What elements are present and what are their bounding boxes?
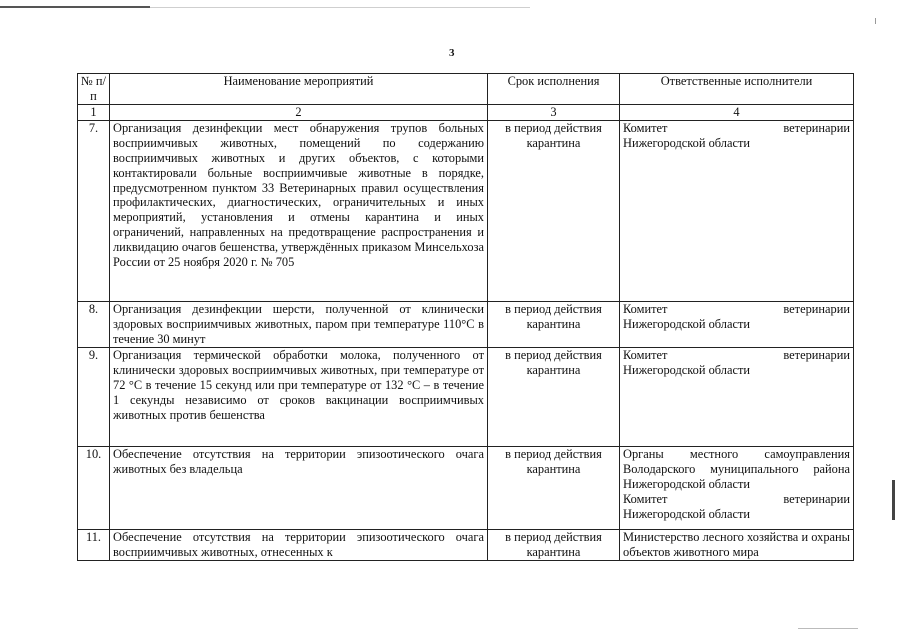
scan-edge-top [0,6,150,8]
row-number: 11. [78,529,110,560]
measure-text: Организация термической обработки молока, полученного от клинически здоровых восприимчивых животных, при температуре от 72 °С в течение 15 секунд или при температуре от 132 °С – в течение 1 секунды независимо от сроков вакцинации восприимчивых животных против бешенства [110,347,488,446]
table-row [78,446,854,529]
index-cell: 1 [78,105,110,121]
responsible-line [623,302,850,317]
scan-edge-top-faint [150,7,530,8]
table-row [78,347,854,446]
responsible-committee: Комитет [623,347,668,362]
header-responsible: Ответственные исполнители [620,74,854,105]
header-deadline: Срок исполнения [488,74,620,105]
responsible-committee: Комитет [623,491,668,506]
row-number: 9. [78,347,110,446]
measure-text: Организация дезинфекции мест обнаружения трупов больных восприимчивых животных, помещений по содержанию восприимчивых животных и других объектов, с которыми контактировали больные восприимчивые животные в порядке, предусмотренном пунктом 33 Ветеринарных правил осуществления профилактических, диагностических, ограничительных и иных мероприятий, установления и отмены карантина и иных ограничений, направленных на предотвращение распространения и ликвидацию очагов бешенства, утверждённых приказом Минсельхоза России от 25 ноября 2020 г. № 705 [110,120,488,301]
responsible-committee: Комитет [623,120,668,135]
column-index-row [78,105,854,121]
row-number: 7. [78,120,110,301]
page-number: 3 [449,47,455,59]
table-header-row [78,74,854,105]
responsible-cell [620,347,854,446]
deadline-text: в период действия карантина [488,120,620,301]
deadline-text: в период действия карантина [488,347,620,446]
responsible-veterinary: ветеринарии [783,301,850,316]
responsible-region: Нижегородской области [623,316,751,331]
responsible-region: Нижегородской области [623,362,751,377]
deadline-text: в период действия карантина [488,301,620,347]
header-number: № п/п [78,74,110,105]
deadline-text: в период действия карантина [488,529,620,560]
index-cell: 3 [488,105,620,121]
responsible-region: Нижегородской области [623,135,751,150]
responsible-committee: Комитет [623,301,668,316]
responsible-cell [620,120,854,301]
responsible-local-government: Органы местного самоуправления Володарского муниципального района Нижегородской области [623,446,850,491]
responsible-line [623,492,850,507]
responsible-cell [620,446,854,529]
table-row [78,120,854,301]
index-cell: 2 [110,105,488,121]
scan-mark [875,18,876,24]
responsible-veterinary: ветеринарии [783,347,850,362]
row-number: 10. [78,446,110,529]
row-number: 8. [78,301,110,347]
measures-table [77,73,854,561]
responsible-region: Нижегородской области [623,506,751,521]
responsible-veterinary: ветеринарии [783,491,850,506]
table-row [78,301,854,347]
header-measure: Наименование мероприятий [110,74,488,105]
index-cell: 4 [620,105,854,121]
table-row [78,529,854,560]
responsible-ministry: Министерство лесного хозяйства и охраны объектов животного мира [620,529,854,560]
responsible-line [623,121,850,136]
measure-text: Обеспечение отсутствия на территории эпизоотического очага животных без владельца [110,446,488,529]
responsible-cell [620,301,854,347]
responsible-line [623,348,850,363]
scan-edge-right [892,480,895,520]
measure-text: Организация дезинфекции шерсти, полученной от клинически здоровых восприимчивых животных, паром при температуре 110°С в течение 30 минут [110,301,488,347]
scan-mark-bottom [798,628,858,629]
measure-text: Обеспечение отсутствия на территории эпизоотического очага восприимчивых животных, отнесенных к [110,529,488,560]
responsible-veterinary: ветеринарии [783,120,850,135]
deadline-text: в период действия карантина [488,446,620,529]
